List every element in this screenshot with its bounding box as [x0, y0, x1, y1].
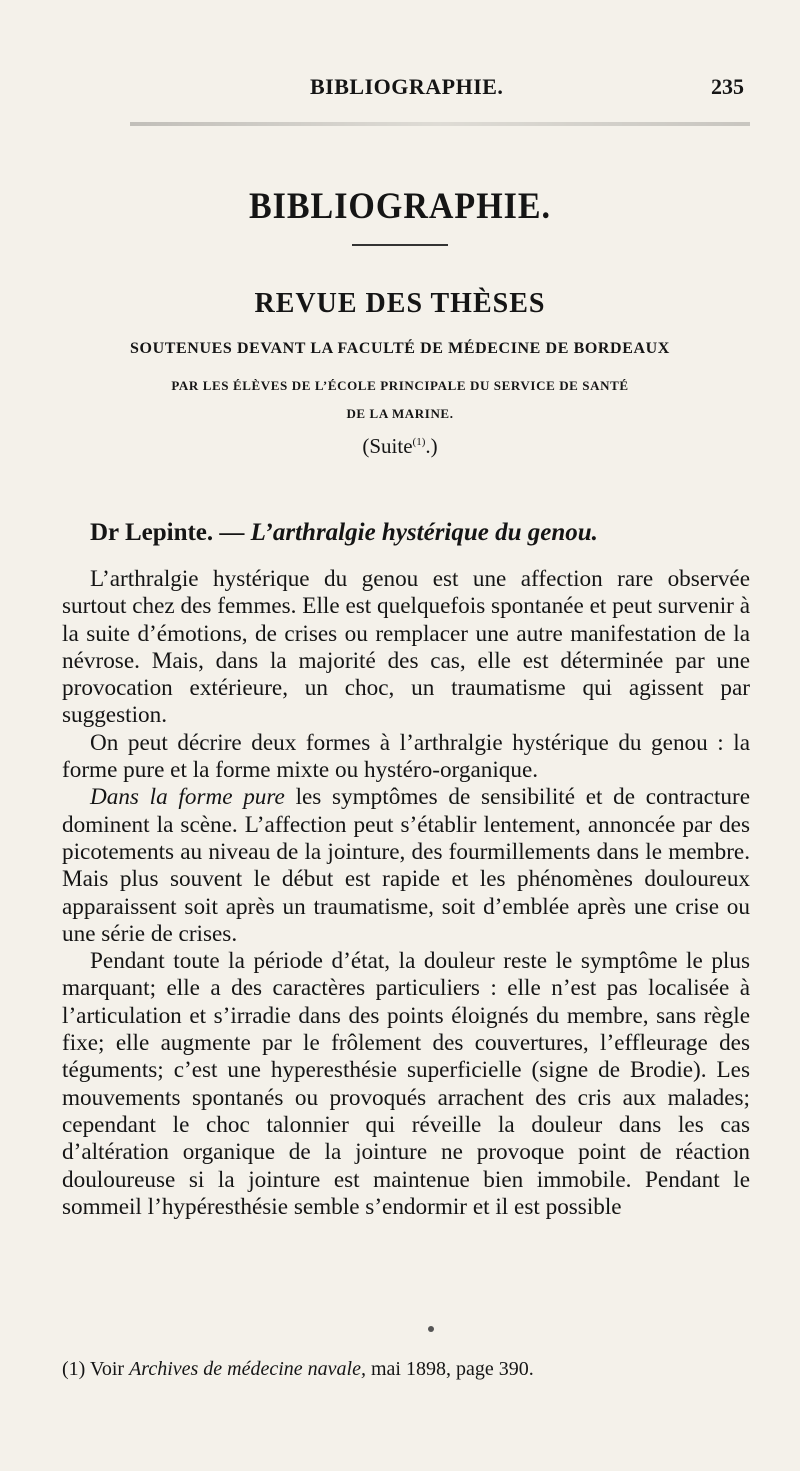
paragraph-1: L’arthralgie hystérique du genou est une affection rare observée surtout chez des femmes. Elle est quelquefois spontanée et peut survenir à la suite d’émotions, de crises ou remplacer une autre manifestation de la névrose. Mais, dans la majorité des cas, elle est déterminée par une provocation extérieure, un choc, un traumatisme qui agissent par suggestion. [62, 566, 750, 729]
footnote-source: Archives de médecine navale, [129, 1358, 366, 1380]
footnote [62, 1358, 750, 1381]
running-header [60, 74, 750, 104]
ink-spot [428, 1326, 434, 1332]
article-author: Dr Lepinte. [90, 519, 214, 546]
footnote-ref: (1) [412, 436, 426, 448]
paragraph-3-text: les symptômes de sensibilité et de contracture dominent la scène. L’affection peut s’établir lentement, annoncée par des picotements au niveau de la jointure, des fourmillements dans le membre. Mais plus souvent le début est rapide et les phénomènes douloureux apparaissent soit après un traumatisme, soit d’emblée après une crise ou une série de crises. [62, 784, 751, 947]
footnote-mark: (1) [62, 1358, 86, 1380]
article-dash: — [219, 519, 245, 546]
article-title: L’arthralgie hystérique du genou. [250, 519, 598, 546]
page-number: 235 [711, 74, 744, 99]
subtitle: REVUE DES THÈSES [254, 288, 546, 319]
footnote-text-start: Voir [85, 1358, 130, 1380]
running-title: BIBLIOGRAPHIE. [310, 74, 504, 99]
show-through-line [130, 122, 750, 126]
subtitle-line-1: SOUTENUES DEVANT LA FACULTÉ DE MÉDECINE DE BORDEAUX [130, 340, 670, 357]
paragraph-2: On peut décrire deux formes à l’arthralgie hystérique du genou : la forme pure et la forme mixte ou hystéro-organique. [62, 729, 750, 784]
paragraph-4: Pendant toute la période d’état, la douleur reste le symptôme le plus marquant; elle a des caractères particuliers : elle n’est pas localisée à l’articulation et s’irradie dans des points éloignés du membre, sans règle fixe; elle augmente par le frôlement des couvertures, l’effleurage des téguments; c’est une hyperesthésie superficielle (signe de Brodie). Les mouvements spontanés ou provoqués arrachent des cris aux malades; cependant le choc talonnier qui réveille la douleur dans les cas d’altération organique de la jointure ne provoque point de réaction douloureuse si la jointure est maintenue bien immobile. Pendant le sommeil l’hypéresthésie semble s’endormir et il est possible [62, 948, 750, 1220]
suite-label: (Suite [362, 434, 413, 458]
suite-close: .) [425, 434, 438, 458]
subtitle-line-3: DE LA MARINE. [346, 406, 454, 421]
subtitle-line-2: PAR LES ÉLÈVES DE L’ÉCOLE PRINCIPALE DU SERVICE DE SANTÉ [171, 378, 629, 393]
paragraph-3 [62, 784, 750, 948]
paragraph-3-italic: Dans la forme pure [90, 784, 285, 811]
article-heading [90, 519, 598, 547]
suite-note [0, 434, 800, 459]
title-rule [352, 244, 448, 246]
footnote-text-end: mai 1898, page 390. [366, 1358, 534, 1380]
article-body [62, 566, 750, 1221]
section-title: BIBLIOGRAPHIE. [248, 186, 552, 227]
